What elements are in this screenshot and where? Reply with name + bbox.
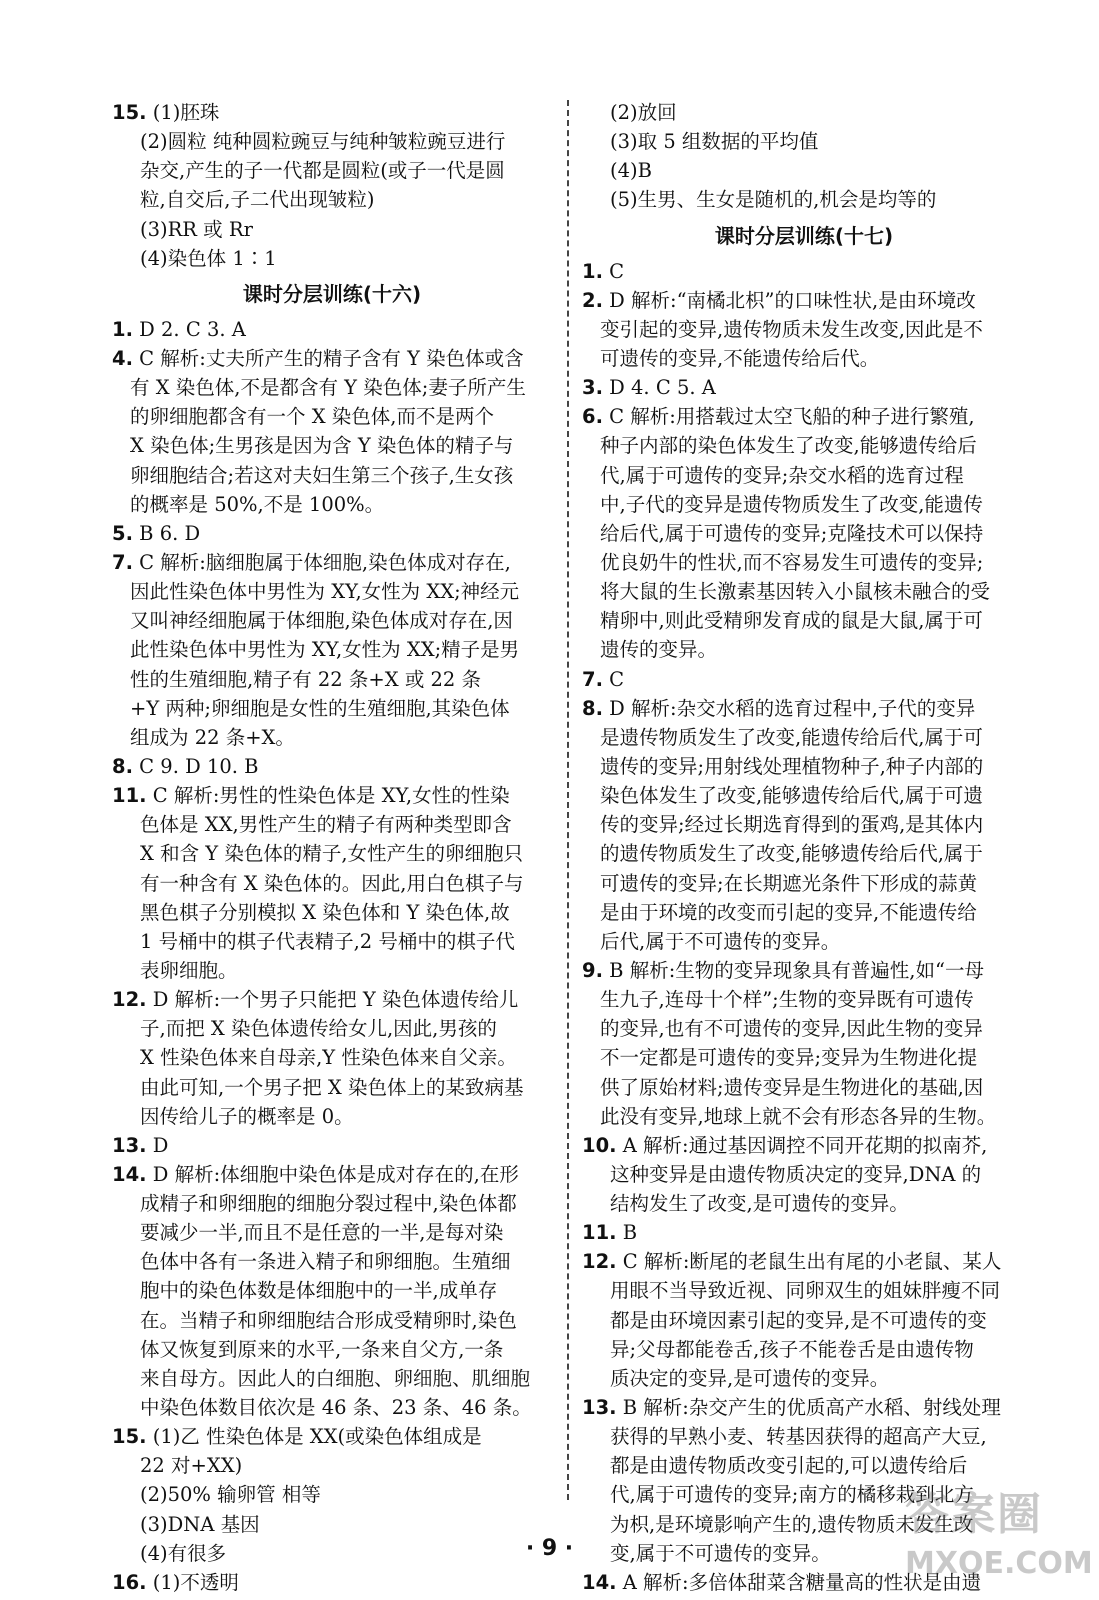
answer-line: 可遗传的变异,不能遗传给后代。: [600, 346, 880, 370]
answer-line: 由此可知,一个男子把 X 染色体上的某致病基: [140, 1075, 524, 1099]
answer-line: (2)圆粒 纯种圆粒豌豆与纯种皱粒豌豆进行: [140, 130, 506, 154]
answer-line: 获得的早熟小麦、转基因获得的超高产大豆,: [610, 1425, 987, 1449]
question-number: 3.: [582, 376, 603, 400]
question-number: 11.: [582, 1221, 617, 1245]
question-number: 8.: [112, 754, 133, 778]
question-line: [112, 1160, 552, 1189]
answer-line: 因传给儿子的概率是 0。: [140, 1104, 354, 1128]
answer-line: 变,属于不可遗传的变异。: [610, 1541, 831, 1565]
answer-line: 这种变异是由遗传物质决定的变异,DNA 的: [610, 1162, 982, 1186]
question-number: 13.: [112, 1133, 147, 1157]
question-line: [112, 1422, 552, 1451]
answer-line: 可遗传的变异;在长期遮光条件下形成的蒜黄: [600, 871, 978, 895]
column-divider: [567, 100, 569, 1500]
answer-text: D 解析:一个男子只能把 Y 染色体遗传给儿: [146, 988, 519, 1012]
question-line: [112, 752, 552, 781]
question-line: [112, 1568, 552, 1597]
answer-line: (2)50% 输卵管 相等: [140, 1483, 321, 1507]
question-number: 15.: [112, 101, 147, 124]
question-line: [112, 548, 552, 577]
watermark-url: MXQE.COM: [905, 1546, 1093, 1581]
answer-text: C 解析:男性的性染色体是 XY,女性的性染: [146, 784, 510, 808]
answer-line: +Y 两种;卵细胞是女性的生殖细胞,其染色体: [130, 696, 510, 720]
question-line: [582, 1218, 1026, 1247]
answer-text: (1)胚珠: [146, 101, 220, 124]
answer-line: 后代,属于不可遗传的变异。: [600, 929, 841, 953]
answer-line: 染色体发生了改变,能够遗传给后代,属于可遗: [600, 784, 983, 808]
answer-line: 是由于环境的改变而引起的变异,不能遗传给: [600, 900, 977, 924]
answer-line: 用眼不当导致近视、同卵双生的姐妹胖瘦不同: [610, 1279, 1001, 1303]
answer-line: 此性染色体中男性为 XY,女性为 XX;精子是男: [130, 638, 520, 662]
page-number: · 9 ·: [525, 1536, 574, 1561]
answer-line: 代,属于可遗传的变异;南方的橘移栽到北方: [610, 1483, 974, 1507]
answer-line: (3)RR 或 Rr: [140, 217, 253, 241]
answer-line: (4)染色体 1∶1: [140, 246, 277, 270]
answer-line: 给后代,属于可遗传的变异;克隆技术可以保持: [600, 521, 984, 545]
answer-line: 此没有变异,地球上就不会有形态各异的生物。: [600, 1104, 997, 1128]
answer-line: 中,子代的变异是遗传物质发生了改变,能遗传: [600, 492, 983, 516]
question-number: 14.: [582, 1570, 617, 1594]
answer-line: 优良奶牛的性状,而不容易发生可遗传的变异;: [600, 550, 984, 574]
answer-line: 胞中的染色体数是体细胞中的一半,成单存: [140, 1279, 498, 1303]
section-title: 课时分层训练(十七): [714, 223, 894, 248]
question-number: 16.: [112, 1570, 147, 1594]
answer-text: D 解析:体细胞中染色体是成对存在的,在形: [146, 1162, 519, 1186]
answer-text: B 6. D: [132, 521, 201, 545]
answer-line: 色体中各有一条进入精子和卵细胞。生殖细: [140, 1250, 511, 1274]
left-column: [112, 98, 552, 1597]
answer-line: 遗传的变异;用射线处理植物种子,种子内部的: [600, 754, 984, 778]
answer-line: 组成为 22 条+X。: [130, 725, 295, 749]
question-line: [582, 1393, 1026, 1422]
answer-text: C 解析:脑细胞属于体细胞,染色体成对存在,: [132, 550, 511, 574]
answer-line: 为枳,是环境影响产生的,遗传物质未发生改: [610, 1512, 974, 1536]
answer-line: 异;父母都能卷舌,孩子不能卷舌是由遗传物: [610, 1337, 974, 1361]
question-line: [582, 694, 1026, 723]
question-line: [582, 1131, 1026, 1160]
answer-line: 不一定都是可遗传的变异;变异为生物进化提: [600, 1046, 978, 1070]
answer-line: X 性染色体来自母亲,Y 性染色体来自父亲。: [140, 1046, 517, 1070]
watermark-text: 答案圈: [905, 1489, 1043, 1540]
answer-line: 代,属于可遗传的变异;杂交水稻的选育过程: [600, 463, 964, 487]
answer-line: 是遗传物质发生了改变,能遗传给后代,属于可: [600, 725, 983, 749]
question-line: [112, 98, 552, 127]
answer-line: 子,而把 X 染色体遗传给女儿,因此,男孩的: [140, 1017, 497, 1041]
question-number: 2.: [582, 288, 603, 312]
answer-line: 都是由环境因素引起的变异,是不可遗传的变: [610, 1308, 987, 1332]
question-number: 1.: [112, 317, 133, 341]
answer-line: 生九子,连母十个样”;生物的变异既有可遗传: [600, 988, 974, 1012]
answer-text: B 解析:生物的变异现象具有普遍性,如“一母: [602, 958, 984, 982]
question-line: [112, 344, 552, 373]
answer-line: 杂交,产生的子一代都是圆粒(或子一代是圆: [140, 159, 505, 183]
question-number: 7.: [112, 550, 133, 574]
question-number: 14.: [112, 1162, 147, 1186]
answer-text: B: [616, 1221, 638, 1245]
answer-line: 性的生殖细胞,精子有 22 条+X 或 22 条: [130, 667, 482, 691]
answer-line: 种子内部的染色体发生了改变,能够遗传给后: [600, 434, 977, 458]
answer-line: (5)生男、生女是随机的,机会是均等的: [610, 188, 937, 212]
answer-line: 的概率是 50%,不是 100%。: [130, 492, 385, 516]
question-number: 8.: [582, 696, 603, 720]
question-line: [112, 985, 552, 1014]
answer-line: 体又恢复到原来的水平,一条来自父方,一条: [140, 1337, 504, 1361]
question-line: [582, 257, 1026, 286]
answer-text: B 解析:杂交产生的优质高产水稻、射线处理: [616, 1396, 1001, 1420]
answer-text: D 4. C 5. A: [602, 376, 716, 400]
answer-text: C: [602, 259, 625, 283]
answer-line: 表卵细胞。: [140, 958, 238, 982]
question-line: [582, 286, 1026, 315]
answer-text: C 解析:用搭载过太空飞船的种子进行繁殖,: [602, 405, 975, 429]
question-line: [582, 373, 1026, 402]
answer-line: 结构发生了改变,是可遗传的变异。: [610, 1192, 909, 1216]
watermark-logo: [905, 1478, 1095, 1598]
answer-text: C 解析:丈夫所产生的精子含有 Y 染色体或含: [132, 346, 524, 370]
question-number: 6.: [582, 405, 603, 429]
answer-text: A 解析:多倍体甜菜含糖量高的性状是由遗: [616, 1570, 982, 1594]
answer-line: 卵细胞结合;若这对夫妇生第三个孩子,生女孩: [130, 463, 514, 487]
answer-text: (1)乙 性染色体是 XX(或染色体组成是: [146, 1425, 482, 1449]
answer-line: 的遗传物质发生了改变,能够遗传给后代,属于: [600, 842, 983, 866]
answer-text: C 9. D 10. B: [132, 754, 259, 778]
answer-text: (1)不透明: [146, 1570, 239, 1594]
question-number: 15.: [112, 1425, 147, 1449]
answer-line: 来自母方。因此人的白细胞、卵细胞、肌细胞: [140, 1366, 531, 1390]
answer-line: (3)取 5 组数据的平均值: [610, 130, 819, 154]
answer-line: 的变异,也有不可遗传的变异,因此生物的变异: [600, 1017, 983, 1041]
answer-line: (2)放回: [610, 101, 677, 124]
answer-line: 变引起的变异,遗传物质未发生改变,因此是不: [600, 317, 983, 341]
answer-line: 因此性染色体中男性为 XY,女性为 XX;神经元: [130, 580, 520, 604]
question-number: 10.: [582, 1133, 617, 1157]
question-number: 1.: [582, 259, 603, 283]
section-title: 课时分层训练(十六): [242, 281, 422, 306]
answer-line: 中染色体数目依次是 46 条、23 条、46 条。: [140, 1396, 532, 1420]
question-number: 4.: [112, 346, 133, 370]
answer-line: 有 X 染色体,不是都含有 Y 染色体;妻子所产生: [130, 376, 526, 400]
answer-line: 将大鼠的生长激素基因转入小鼠核未融合的受: [600, 580, 991, 604]
question-number: 9.: [582, 958, 603, 982]
answer-text: D: [146, 1133, 169, 1157]
answer-line: X 染色体;生男孩是因为含 Y 染色体的精子与: [130, 434, 514, 458]
answer-line: 都是由遗传物质改变引起的,可以遗传给后: [610, 1454, 968, 1478]
answer-line: 色体是 XX,男性产生的精子有两种类型即含: [140, 813, 512, 837]
answer-line: 1 号桶中的棋子代表精子,2 号桶中的棋子代: [140, 929, 515, 953]
answer-text: D 解析:杂交水稻的选育过程中,子代的变异: [602, 696, 976, 720]
question-number: 7.: [582, 667, 603, 691]
question-line: [112, 315, 552, 344]
answer-line: 供了原始材料;遗传变异是生物进化的基础,因: [600, 1075, 984, 1099]
answer-line: (4)B: [610, 159, 652, 183]
answer-line: 22 对+XX): [140, 1454, 243, 1478]
answer-line: 精卵中,则此受精卵发育成的鼠是大鼠,属于可: [600, 609, 983, 633]
question-line: [582, 402, 1026, 431]
answer-line: 传的变异;经过长期选育得到的蛋鸡,是其体内: [600, 813, 984, 837]
right-column: [582, 98, 1026, 1597]
question-number: 12.: [582, 1250, 617, 1274]
answer-text: C: [602, 667, 625, 691]
answer-line: X 和含 Y 染色体的精子,女性产生的卵细胞只: [140, 842, 524, 866]
question-line: [582, 956, 1026, 985]
answer-text: A 解析:通过基因调控不同开花期的拟南芥,: [616, 1133, 988, 1157]
question-number: 11.: [112, 784, 147, 808]
answer-line: 遗传的变异。: [600, 638, 718, 662]
answer-line: 的卵细胞都含有一个 X 染色体,而不是两个: [130, 405, 494, 429]
answer-text: D 2. C 3. A: [132, 317, 246, 341]
answer-line: (4)有很多: [140, 1541, 227, 1565]
question-number: 5.: [112, 521, 133, 545]
question-line: [582, 665, 1026, 694]
answer-line: (3)DNA 基因: [140, 1512, 260, 1536]
answer-line: 又叫神经细胞属于体细胞,染色体成对存在,因: [130, 609, 513, 633]
answer-line: 有一种含有 X 染色体的。因此,用白色棋子与: [140, 871, 524, 895]
answer-text: C 解析:断尾的老鼠生出有尾的小老鼠、某人: [616, 1250, 1002, 1274]
question-line: [112, 781, 552, 810]
answer-line: 质决定的变异,是可遗传的变异。: [610, 1366, 890, 1390]
question-number: 12.: [112, 988, 147, 1012]
question-number: 13.: [582, 1396, 617, 1420]
answer-text: D 解析:“南橘北枳”的口味性状,是由环境改: [602, 288, 976, 312]
question-line: [582, 1247, 1026, 1276]
answer-line: 黑色棋子分别模拟 X 染色体和 Y 染色体,故: [140, 900, 510, 924]
question-line: [112, 519, 552, 548]
question-line: [112, 1131, 552, 1160]
answer-line: 成精子和卵细胞的细胞分裂过程中,染色体都: [140, 1192, 517, 1216]
answer-line: 在。当精子和卵细胞结合形成受精卵时,染色: [140, 1308, 517, 1332]
answer-line: 要减少一半,而且不是任意的一半,是每对染: [140, 1221, 504, 1245]
answer-line: 粒,自交后,子二代出现皱粒): [140, 188, 375, 212]
